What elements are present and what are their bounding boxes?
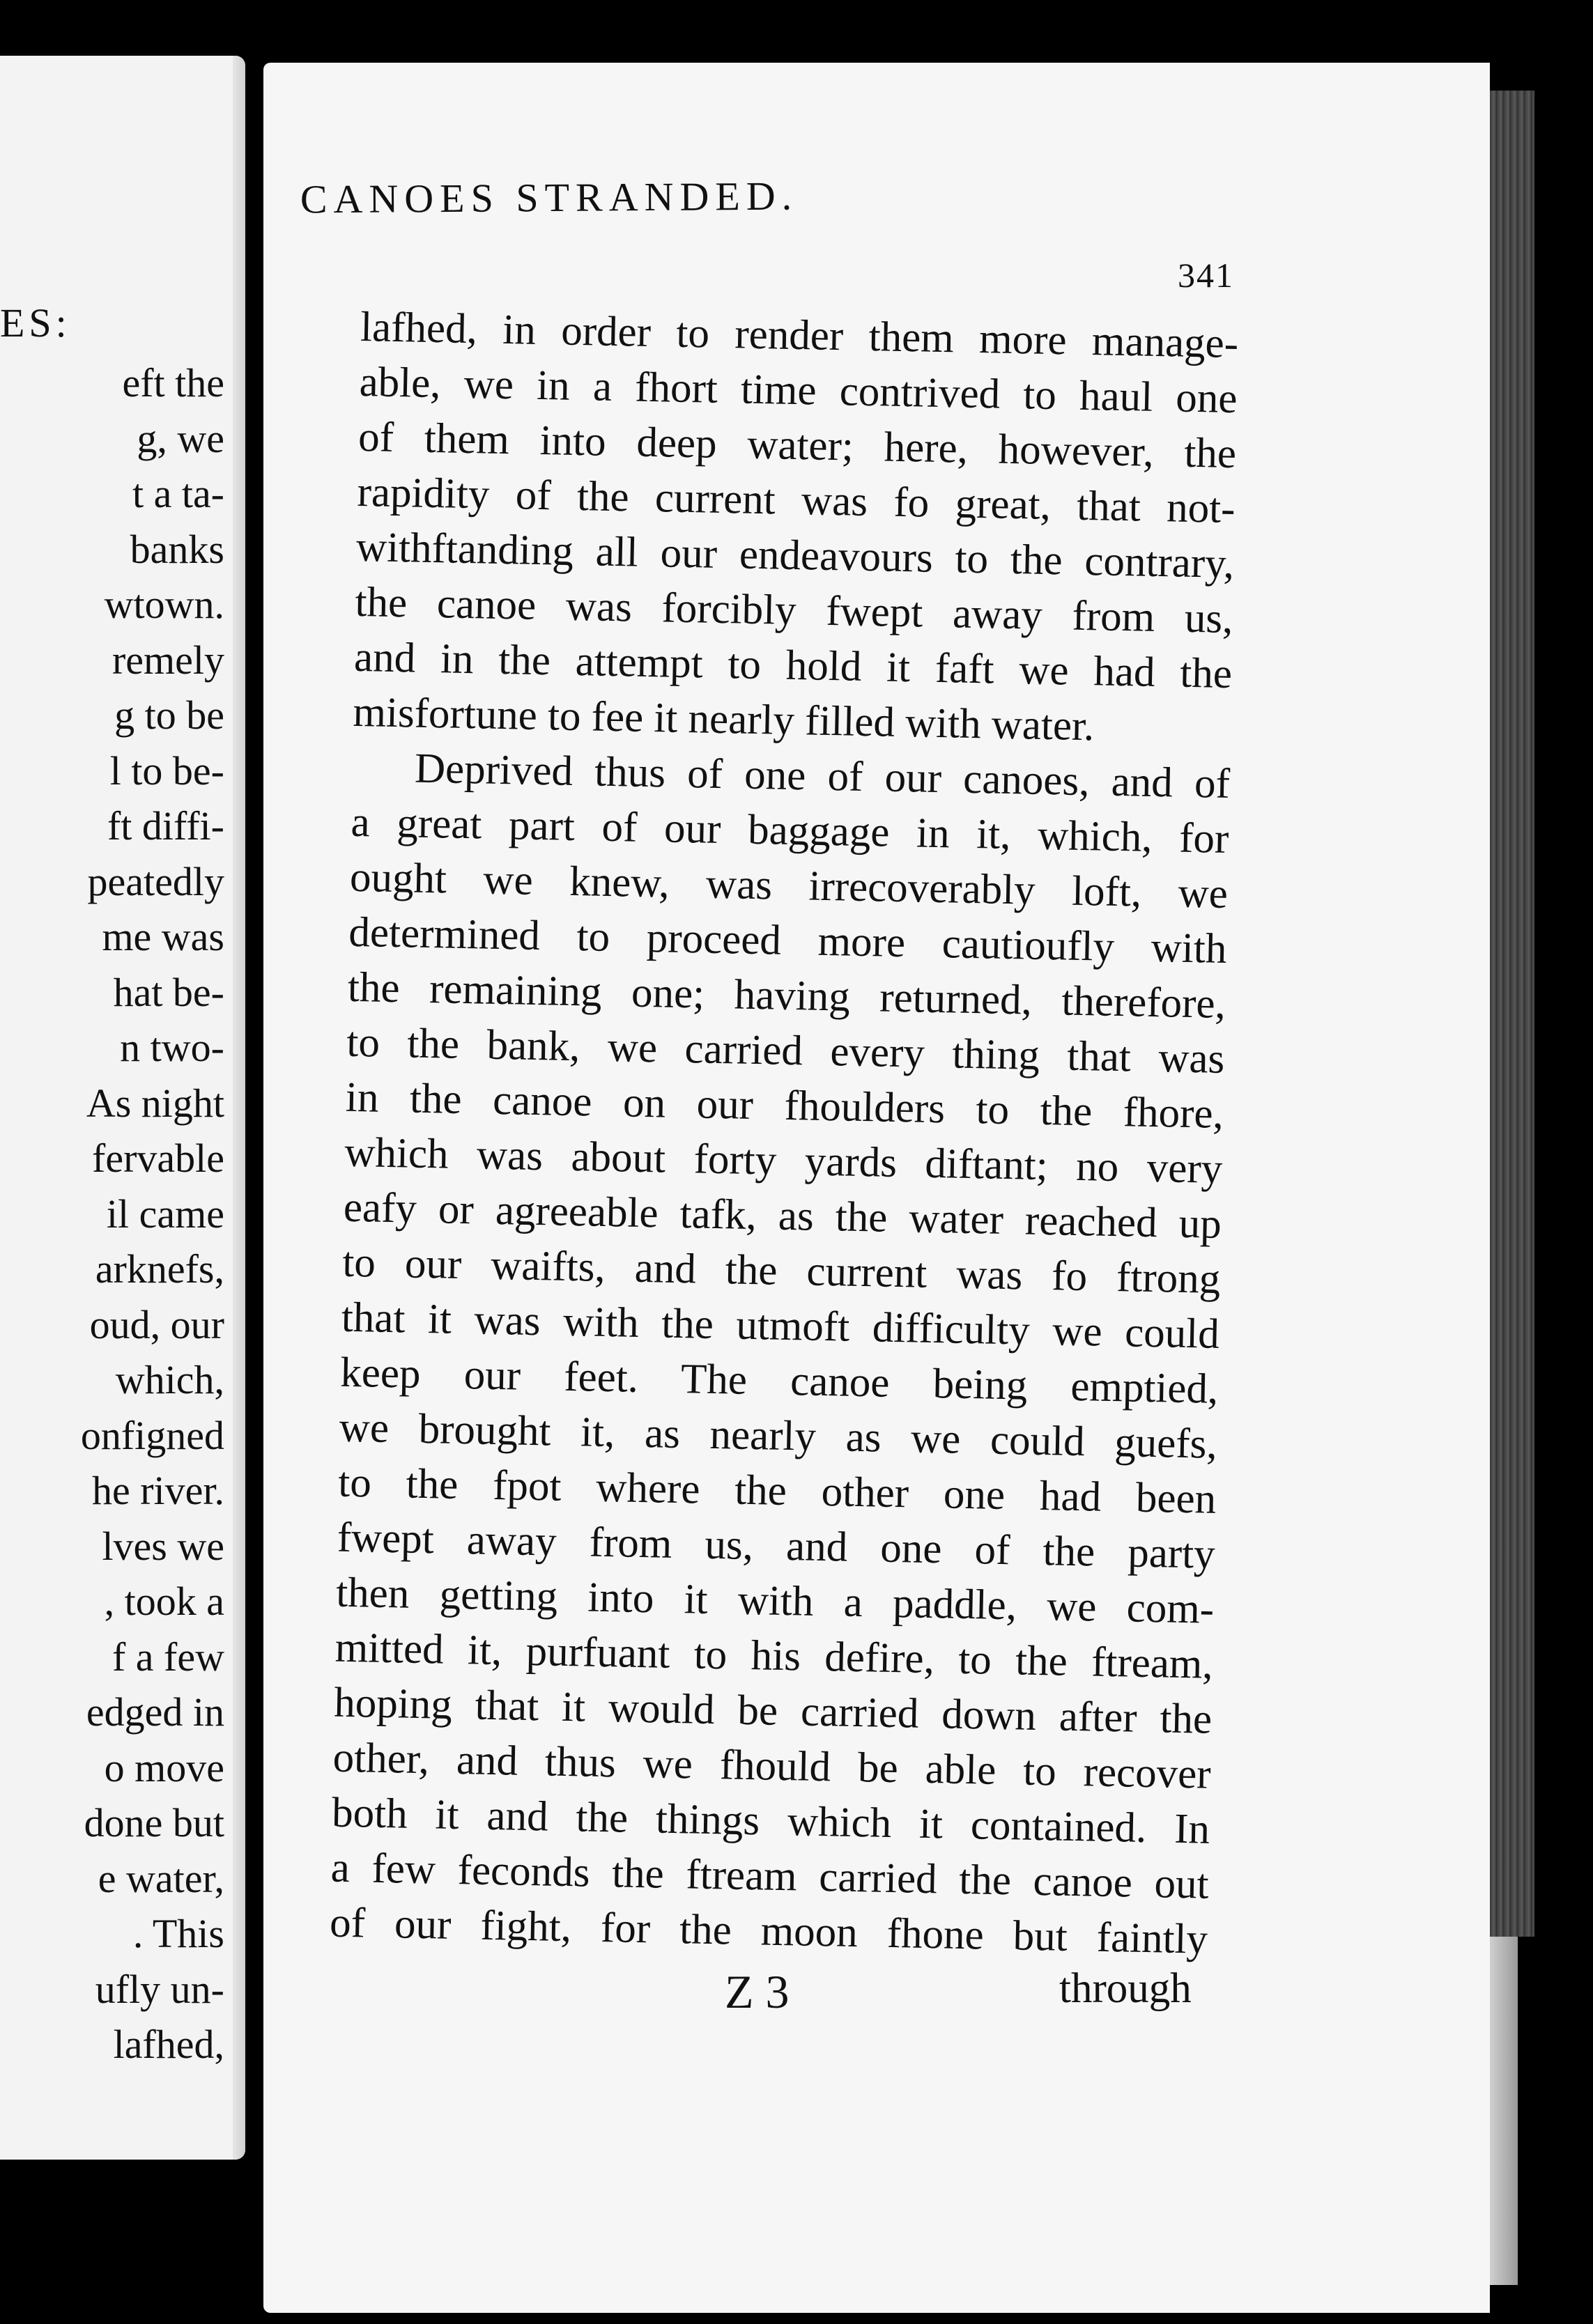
left-line: . This: [132, 1911, 224, 1956]
left-line: e water,: [98, 1855, 224, 1901]
left-line: ft diffi-: [107, 803, 224, 849]
left-line: wtown.: [104, 582, 224, 627]
left-line: l to be-: [109, 747, 224, 793]
paragraph-start-line: Deprived thus of one of our canoes, and of: [414, 745, 1231, 808]
left-line: peatedly: [87, 858, 224, 904]
left-line: lafhed,: [113, 2022, 224, 2067]
body-text: [330, 300, 1239, 1967]
page-block-edge: [1490, 91, 1534, 1937]
catchword: through: [1059, 1965, 1192, 2012]
text-line: a great part of our baggage in it, which, for: [350, 798, 1230, 863]
left-line: g to be: [114, 692, 224, 738]
text-line: to the fpot where the other one had been: [337, 1459, 1217, 1523]
left-line: fervable: [92, 1136, 224, 1181]
left-line: eft the: [122, 360, 224, 405]
left-page: [0, 56, 245, 2160]
left-line: n two-: [120, 1025, 224, 1070]
left-line: me was: [102, 914, 224, 959]
text-line: we brought it, as nearly as we could guefs,: [339, 1404, 1218, 1468]
text-line: that it was with the utmoft difficulty we could: [341, 1294, 1220, 1358]
left-line: arknefs,: [95, 1246, 224, 1292]
left-line: done but: [84, 1800, 224, 1845]
text-line: other, and thus we fhould be able to recover: [332, 1734, 1212, 1798]
left-line: which,: [115, 1357, 224, 1402]
left-line: onfigned: [80, 1412, 224, 1458]
running-head: CANOES STRANDED.: [300, 173, 799, 222]
left-line: oud, our: [89, 1301, 224, 1347]
left-page-text-fragments: [81, 355, 224, 2073]
page-number: 341: [1178, 256, 1234, 295]
signature-mark: Z 3: [725, 1965, 790, 2018]
text-line: to our waifts, and the current was fo ftrong: [341, 1239, 1221, 1303]
text-line: fwept away from us, and one of the party: [337, 1514, 1216, 1578]
text-line: determined to proceed more cautioufly with: [348, 908, 1227, 973]
left-line: lves we: [102, 1523, 224, 1569]
left-running-head-fragment: ES:: [0, 300, 71, 346]
left-page-gutter-shadow: [233, 56, 245, 2160]
left-line: banks: [130, 526, 224, 572]
left-line: he river.: [91, 1468, 224, 1513]
left-line: As night: [86, 1080, 224, 1126]
left-line: o move: [104, 1744, 224, 1790]
text-line: lafhed, in order to render them more manage-: [360, 303, 1239, 368]
left-line: ufly un-: [95, 1966, 224, 2012]
left-line: t a ta-: [132, 471, 224, 516]
text-line: ought we knew, was irrecoverably loft, we: [349, 853, 1229, 918]
text-line: and in the attempt to hold it faft we had the: [353, 633, 1233, 698]
text-line: eafy or agreeable tafk, as the water reached up: [343, 1184, 1222, 1248]
left-line: , took a: [104, 1579, 224, 1624]
left-line: f a few: [111, 1634, 224, 1680]
text-line: withftanding all our endeavours to the contrary,: [355, 523, 1235, 588]
text-line: of our fight, for the moon fhone but faintly: [329, 1899, 1208, 1963]
text-line: then getting into it with a paddle, we com-: [335, 1569, 1215, 1633]
text-line: keep our feet. The canoe being emptied,: [339, 1349, 1219, 1413]
text-line: which was about forty yards diftant; no very: [344, 1129, 1223, 1193]
text-line: the canoe was forcibly fwept away from us,: [355, 578, 1234, 643]
page-block-edge-lower: [1490, 1937, 1518, 2285]
text-line: to the bank, we carried every thing that was: [346, 1018, 1225, 1083]
text-line: a few feconds the ftream carried the canoe out: [330, 1844, 1210, 1908]
text-line: hoping that it would be carried down after the: [333, 1679, 1213, 1743]
left-line: remely: [111, 637, 224, 683]
left-line: il came: [106, 1191, 224, 1237]
left-line: edged in: [86, 1689, 224, 1735]
text-line: mitted it, purfuant to his defire, to the ftream,: [334, 1624, 1214, 1688]
left-line: g, we: [137, 415, 224, 461]
text-line: in the canoe on our fhoulders to the fhore,: [345, 1074, 1224, 1138]
text-line: misfortune to fee it nearly filled with water.: [352, 688, 1095, 750]
text-line: the remaining one; having returned, therefore,: [347, 963, 1226, 1028]
text-line: both it and the things which it contained. In: [331, 1789, 1210, 1853]
text-line: able, we in a fhort time contrived to haul one: [359, 358, 1238, 423]
text-line: of them into deep water; here, however, the: [357, 413, 1237, 478]
text-line: rapidity of the current was fo great, that not-: [357, 468, 1236, 533]
left-line: hat be-: [113, 969, 224, 1015]
